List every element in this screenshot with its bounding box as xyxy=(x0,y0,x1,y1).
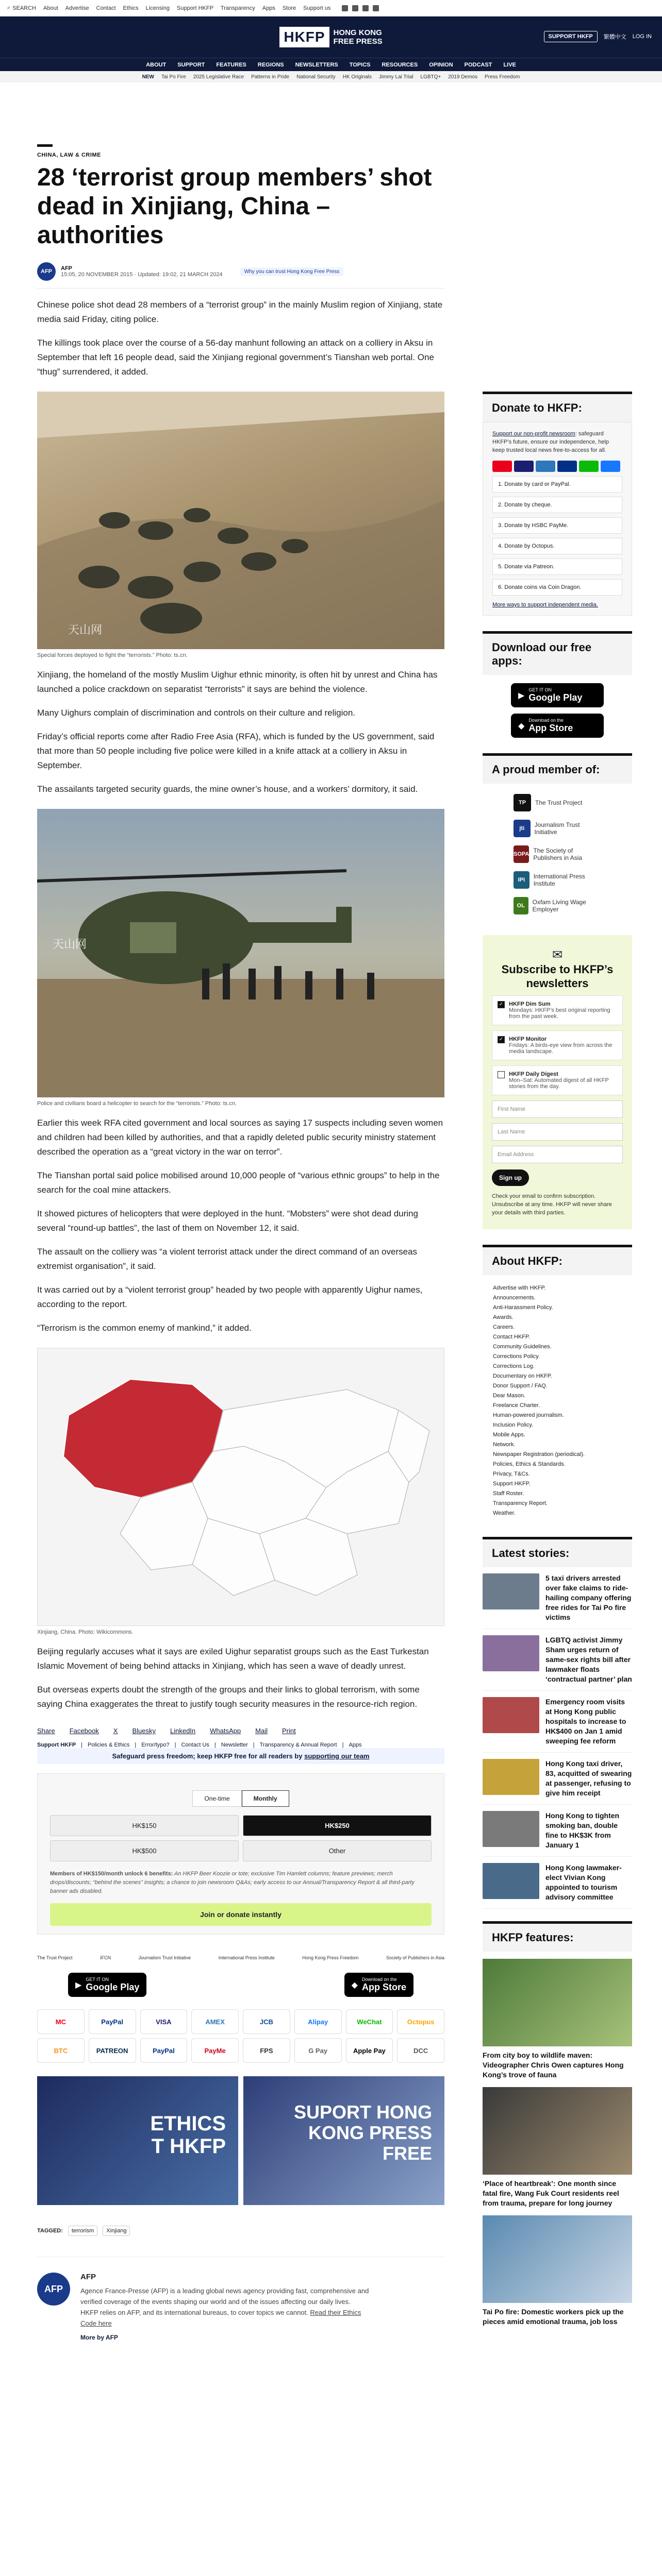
paragraph: But overseas experts doubt the strength of the groups and their links to global terrorism, with some saying China exaggerates the threat to justify tough security measures in the resource-rich region. xyxy=(37,1685,420,1709)
login-link[interactable]: LOG IN xyxy=(632,33,652,40)
story-item[interactable]: Hong Kong taxi driver, 83, acquitted of swearing at passenger, refusing to give him receipt xyxy=(483,1753,632,1805)
visa-icon xyxy=(514,461,534,472)
donate-blurb: Support our non-profit newsroom: safeguard HKFP’s future, ensure our independence, help keep trusted local news free-to-access for all. xyxy=(492,431,609,453)
story-thumbnail xyxy=(483,1697,539,1733)
footlink-policies[interactable]: Policies & Ethics xyxy=(88,1742,130,1748)
topbar-link-transparency[interactable]: Transparency xyxy=(220,5,255,11)
paragraph: The killings took place over the course of a 56-day manhunt following an attack on a colliery in Aksu in September that left 16 people dead, said the Xinjiang regional government’s Tianshan web portal. One “thug” surrendered, it added. xyxy=(37,338,434,377)
topbar-link-about[interactable]: About xyxy=(43,5,58,11)
footlink-transparency[interactable]: Transparency & Annual Report xyxy=(259,1742,337,1748)
author-box-name[interactable]: AFP xyxy=(80,2273,96,2281)
payment-logo: PayPal xyxy=(89,2009,136,2034)
about-heading: About HKFP: xyxy=(483,1245,632,1275)
payment-logo: JCB xyxy=(243,2009,290,2034)
partner-logo[interactable]: IFCN xyxy=(100,1955,111,1960)
trending-item[interactable]: Patterns in Pride xyxy=(251,74,290,80)
article-photo-helicopter xyxy=(37,809,444,1097)
paragraph: Many Uighurs complain of discrimination and controls on their culture and religion. xyxy=(37,708,356,718)
about-links xyxy=(483,1275,632,1527)
story-thumbnail xyxy=(483,1759,539,1795)
amount-option-selected[interactable]: HK$250 xyxy=(243,1815,432,1836)
tag[interactable]: Xinjiang xyxy=(103,2226,130,2236)
donate-heading: Donate to HKFP: xyxy=(483,392,632,422)
latest-heading: Latest stories: xyxy=(483,1537,632,1567)
nav-topics[interactable]: TOPICS xyxy=(349,61,371,68)
sidebar-payment-icons xyxy=(492,461,622,472)
payment-methods xyxy=(37,2009,444,2063)
facebook-icon[interactable] xyxy=(342,5,348,11)
topbar-link-advertise[interactable]: Advertise xyxy=(65,5,89,11)
payment-logo: Octopus xyxy=(397,2009,444,2034)
trending-item[interactable]: 2025 Legislative Race xyxy=(193,74,244,80)
paragraph: Beijing regularly accuses what it says are exiled Uighur separatist groups such as the East Turkestan Islamic Movement of being behind attacks in Xinjiang, which has seen a wave of deadly unrest. xyxy=(37,1647,429,1671)
svg-text:天山网: 天山网 xyxy=(53,938,87,951)
paragraph: Chinese police shot dead 28 members of a “terrorist group” in the mainly Muslim region of Xinjiang, state media said Friday, citing police. xyxy=(37,300,443,324)
story-thumbnail xyxy=(483,1811,539,1847)
member-benefits-note: Members of HK$150/month unlock 6 benefits: An HKFP Beer Koozie or tote; exclusive Tim Hamlett columns; feature previews; merch drops/discounts; “behind the scenes” insights; a chance to join newsroom Q&As; early access to our Annual/Transparency Report & all third-party banner ads disabled. xyxy=(50,1871,415,1894)
trending-item[interactable]: LGBTQ+ xyxy=(420,74,441,80)
member-heading: A proud member of: xyxy=(483,753,632,784)
app-store-badge[interactable]: ◆ Download on the App Store xyxy=(511,714,604,738)
xinjiang-map xyxy=(37,1348,444,1626)
newsletter-option[interactable]: ✓ HKFP Dim Sum Mondays: HKFP’s best original reporting from the past week. xyxy=(492,995,623,1025)
share-bar xyxy=(37,1727,444,1735)
donate-option[interactable]: 6. Donate coins via Coin Dragon. xyxy=(492,579,622,596)
about-link[interactable]: Dear Mason. xyxy=(493,1393,525,1399)
payment-logo: VISA xyxy=(140,2009,188,2034)
story-item[interactable]: LGBTQ activist Jimmy Sham urges return of same-sex rights bill after lawmaker floats ‘contractual partner’ plan xyxy=(483,1629,632,1691)
header-actions xyxy=(544,31,652,42)
paypal-icon xyxy=(557,461,577,472)
paragraph: Xinjiang, the homeland of the mostly Muslim Uighur ethnic minority, is often hit by unrest and China has launched a police crackdown on separatist “terrorists” it says are behind the violence. xyxy=(37,670,438,694)
topbar-link-support[interactable]: Support HKFP xyxy=(177,5,213,11)
story-item[interactable]: 5 taxi drivers arrested over fake claims to ride-hailing company offering free rides for Tai Po fire victims xyxy=(483,1567,632,1629)
logo-wordmark: HONG KONG FREE PRESS xyxy=(333,28,383,46)
tab-monthly[interactable]: Monthly xyxy=(242,1790,289,1807)
amount-option[interactable]: Other xyxy=(243,1840,432,1861)
trending-item[interactable]: 2019 Demos xyxy=(448,74,477,80)
about-link[interactable]: Support HKFP. xyxy=(493,1481,531,1487)
about-link[interactable]: Inclusion Policy. xyxy=(493,1422,534,1428)
payment-logo: PATREON xyxy=(89,2038,136,2063)
trending-item[interactable]: HK Originals xyxy=(342,74,372,80)
story-thumbnail xyxy=(483,1863,539,1899)
last-name-field[interactable]: Last Name xyxy=(492,1123,623,1141)
partner-logos xyxy=(37,1955,444,1960)
author-avatar[interactable]: AFP xyxy=(37,262,56,281)
apps-heading: Download our free apps: xyxy=(483,631,632,675)
checkbox[interactable] xyxy=(498,1071,505,1078)
about-link[interactable]: Staff Roster. xyxy=(493,1490,524,1497)
feature-image xyxy=(483,2087,632,2175)
footlink-newsletter[interactable]: Newsletter xyxy=(221,1742,248,1748)
nav-opinion[interactable]: OPINION xyxy=(429,61,453,68)
search-icon: ⌕ xyxy=(7,5,11,11)
member-logo[interactable]: SOPA The Society of Publishers in Asia xyxy=(514,845,601,863)
first-name-field[interactable]: First Name xyxy=(492,1100,623,1118)
search-link[interactable]: ⌕ SEARCH xyxy=(7,5,37,11)
about-link[interactable]: Human-powered journalism. xyxy=(493,1412,564,1418)
share-whatsapp[interactable]: WhatsApp xyxy=(210,1727,241,1735)
story-item[interactable]: Hong Kong to tighten smoking ban, double fine to HK$3K from January 1 xyxy=(483,1805,632,1857)
paragraph: Earlier this week RFA cited government and local sources as saying 17 suspects including seven women and children had been killed by authorities, and that a rapidly deleted public security ministry statement described the operation as a “great victory in the war on terror”. xyxy=(37,1118,443,1157)
payment-logo: FPS xyxy=(243,2038,290,2063)
donate-banner: Safeguard press freedom; keep HKFP free for all readers by supporting our team xyxy=(37,1748,444,1764)
paragraph: The Tianshan portal said police mobilised around 10,000 people of “various ethnic groups” to help in the search for the coal mine attackers. xyxy=(37,1171,440,1195)
story-thumbnail xyxy=(483,1635,539,1671)
payment-logo: PayPal xyxy=(140,2038,188,2063)
member-logo[interactable]: OL Oxfam Living Wage Employer xyxy=(514,897,601,914)
share-facebook[interactable]: Facebook xyxy=(69,1727,99,1735)
more-ways-link[interactable]: More ways to support independent media. xyxy=(492,602,598,608)
about-link[interactable]: Transparency Report. xyxy=(493,1500,548,1506)
donate-option[interactable]: 3. Donate by HSBC PayMe. xyxy=(492,517,622,534)
trust-link[interactable]: Why you can trust Hong Kong Free Press xyxy=(240,267,344,276)
payment-logo: Alipay xyxy=(294,2009,342,2034)
app-store-badge[interactable]: ◆ Download on the App Store xyxy=(344,1973,413,1997)
topbar-link-store[interactable]: Store xyxy=(282,5,296,11)
topbar-link-contact[interactable]: Contact xyxy=(96,5,116,11)
about-link[interactable]: Contact HKFP. xyxy=(493,1334,530,1340)
nav-features[interactable]: FEATURES xyxy=(216,61,246,68)
about-link[interactable]: Announcements. xyxy=(493,1295,536,1301)
about-link[interactable]: Community Guidelines. xyxy=(493,1344,552,1350)
author-bio: Agence France-Presse (AFP) is a leading global news agency providing fast, comprehensive and verified coverage of the events shaping our world and of the issues affecting our daily lives. HKFP relies on AFP, and its international bureaus, to cover topics we cannot. Read their Ethics Code here xyxy=(80,2287,369,2327)
member-logo[interactable]: IPI International Press Institute xyxy=(514,871,601,889)
newsletter-heading: Subscribe to HKFP’s newsletters xyxy=(501,963,614,990)
paragraph: “Terrorism is the common enemy of mankind,” it added. xyxy=(37,1323,252,1333)
email-field[interactable]: Email Address xyxy=(492,1146,623,1163)
photo-illustration xyxy=(37,392,444,649)
site-logo[interactable] xyxy=(279,27,382,47)
paragraph: The assailants targeted security guards, the mine owner’s house, and a workers’ dormitory, it said. xyxy=(37,784,418,794)
checkbox-checked[interactable]: ✓ xyxy=(498,1036,505,1043)
mastercard-icon xyxy=(492,461,512,472)
about-link[interactable]: Weather. xyxy=(493,1510,516,1516)
about-link[interactable]: Freelance Charter. xyxy=(493,1402,540,1409)
promo-banners xyxy=(37,2076,444,2205)
share-mail[interactable]: Mail xyxy=(255,1727,268,1735)
play-icon: ▶ xyxy=(518,691,525,700)
trending-item[interactable]: National Security xyxy=(296,74,336,80)
payment-logo: PayMe xyxy=(191,2038,239,2063)
topbar-link-ethics[interactable]: Ethics xyxy=(123,5,139,11)
payment-logo: AMEX xyxy=(191,2009,239,2034)
support-team-link[interactable]: supporting our team xyxy=(304,1752,370,1760)
member-logo[interactable]: TP The Trust Project xyxy=(514,794,601,811)
feature-item[interactable]: Tai Po fire: Domestic workers pick up the pieces amid emotional trauma, job loss xyxy=(483,2215,632,2327)
donate-widget xyxy=(37,1773,444,1935)
about-link[interactable]: Awards. xyxy=(493,1314,514,1320)
about-link[interactable]: Mobile Apps. xyxy=(493,1432,525,1438)
features-heading: HKFP features: xyxy=(483,1921,632,1952)
share-linkedin[interactable]: LinkedIn xyxy=(170,1727,196,1735)
sidebar-app-badges xyxy=(483,675,632,746)
donate-card xyxy=(483,422,632,616)
nav-regions[interactable]: REGIONS xyxy=(257,61,284,68)
nav-newsletters[interactable]: NEWSLETTERS xyxy=(295,61,338,68)
trending-new-label: NEW xyxy=(142,74,154,80)
partner-logo[interactable]: International Press Institute xyxy=(218,1955,275,1960)
author-name[interactable]: AFP xyxy=(61,265,72,272)
mail-icon: ✉ xyxy=(552,948,563,962)
google-play-badge[interactable]: ▶ GET IT ON Google Play xyxy=(68,1973,146,1997)
donate-option[interactable]: 5. Donate via Patreon. xyxy=(492,558,622,575)
support-hkfp-button[interactable]: SUPPORT HKFP xyxy=(544,31,598,42)
nav-podcast[interactable]: PODCAST xyxy=(464,61,492,68)
youtube-icon[interactable] xyxy=(373,5,379,11)
apple-icon: ◆ xyxy=(518,721,525,731)
trending-item[interactable]: Jimmy Lai Trial xyxy=(378,74,413,80)
play-icon: ▶ xyxy=(75,1980,82,1990)
feature-image xyxy=(483,2215,632,2303)
about-link[interactable]: Corrections Policy. xyxy=(493,1353,540,1360)
byline xyxy=(37,262,444,281)
about-link[interactable]: Careers. xyxy=(493,1324,515,1330)
newsletter-note: Check your email to confirm subscription. Unsubscribe at any time. HKFP will never share your details with third parties. xyxy=(492,1193,612,1216)
article-footer-links: Support HKFP | Policies & Ethics | Error/typo? | Contact Us | Newsletter | Transparency & Annual Report | Apps xyxy=(37,1742,362,1748)
wechat-icon xyxy=(579,461,599,472)
about-link[interactable]: Network. xyxy=(493,1442,516,1448)
story-item[interactable]: Emergency room visits at Hong Kong public hospitals to increase to HK$400 on Jan 1 amid sweeping fee reform xyxy=(483,1691,632,1753)
story-thumbnail xyxy=(483,1573,539,1609)
topbar-link-support-us[interactable]: Support us xyxy=(303,5,331,11)
partner-logo[interactable]: Hong Kong Press Freedom xyxy=(302,1955,359,1960)
about-link[interactable]: Policies, Ethics & Standards. xyxy=(493,1461,566,1467)
nav-about[interactable]: ABOUT xyxy=(146,61,167,68)
title-rule xyxy=(37,144,53,147)
payment-logo: Apple Pay xyxy=(346,2038,393,2063)
instagram-icon[interactable] xyxy=(362,5,369,11)
share-label[interactable]: Share xyxy=(37,1727,55,1735)
social-icons xyxy=(342,5,379,11)
signup-button[interactable]: Sign up xyxy=(492,1170,529,1186)
article-main xyxy=(37,144,444,2341)
amount-option[interactable]: HK$500 xyxy=(50,1840,239,1861)
logo-mark: HKFP xyxy=(279,27,329,47)
amount-option[interactable]: HK$150 xyxy=(50,1815,239,1836)
member-logos xyxy=(483,784,632,920)
app-badges xyxy=(37,1973,444,1997)
photo-illustration xyxy=(37,809,444,1097)
share-x[interactable]: X xyxy=(113,1727,118,1735)
photo-caption: Special forces deployed to fight the “terrorists.” Photo: ts.cn. xyxy=(37,652,188,658)
site-header xyxy=(0,16,662,58)
partner-logo[interactable]: Journalism Trust Initiative xyxy=(138,1955,191,1960)
footlink-error[interactable]: Error/typo? xyxy=(141,1742,170,1748)
top-utility-bar xyxy=(0,0,662,16)
tag[interactable]: terrorism xyxy=(68,2226,97,2236)
map-caption: Xinjiang, China. Photo: Wikicommons. xyxy=(37,1629,134,1635)
article-category[interactable]: CHINA, LAW & CRIME xyxy=(37,152,101,158)
payment-logo: G Pay xyxy=(294,2038,342,2063)
about-link[interactable]: Donor Support / FAQ. xyxy=(493,1383,548,1389)
tags-row xyxy=(37,2226,444,2236)
about-link[interactable]: Anti-Harassment Policy. xyxy=(493,1304,553,1311)
article-photo-special-forces xyxy=(37,392,444,649)
paragraph: It showed pictures of helicopters that were deployed in the hunt. “Mobsters” were shot dead during several “round-up battles”, the last of them on November 12, it said. xyxy=(37,1209,418,1233)
newsletter-option[interactable]: ✓ HKFP Monitor Fridays: A birds-eye view from across the media landscape. xyxy=(492,1030,623,1060)
author-box xyxy=(37,2257,444,2341)
author-box-avatar[interactable]: AFP xyxy=(37,2273,70,2306)
trending-bar xyxy=(0,71,662,82)
feature-item[interactable]: From city boy to wildlife maven: Videographer Chris Owen captures Hong Kong’s trove of fauna xyxy=(483,1959,632,2080)
tags-label: TAGGED: xyxy=(37,2228,63,2234)
footlink-apps[interactable]: Apps xyxy=(349,1742,362,1748)
ethics-code-link[interactable]: Read their Ethics Code here xyxy=(80,2309,361,2327)
support-promo[interactable]: SUPORT HONG KONG PRESS FREE xyxy=(243,2076,444,2205)
donate-options xyxy=(492,476,622,596)
footlink-support[interactable]: Support HKFP xyxy=(37,1742,76,1748)
feature-image xyxy=(483,1959,632,2046)
google-play-badge[interactable]: ▶ GET IT ON Google Play xyxy=(511,683,604,707)
tab-one-time[interactable]: One-time xyxy=(192,1790,241,1807)
more-by-author-link[interactable]: More by AFP xyxy=(80,2334,118,2341)
paragraph: It was carried out by a “violent terrorist group” headed by two people with apparently Uighur names, according to the report. xyxy=(37,1285,423,1309)
donate-option[interactable]: 1. Donate by card or PayPal. xyxy=(492,476,622,493)
about-link[interactable]: Newspaper Registration (periodical). xyxy=(493,1451,585,1458)
nav-live[interactable]: LIVE xyxy=(503,61,516,68)
photo-caption: Police and civilians board a helicopter to search for the “terrorists.” Photo: ts.cn. xyxy=(37,1100,237,1107)
about-link[interactable]: Corrections Log. xyxy=(493,1363,535,1369)
nonprofit-link[interactable]: Support our non-profit newsroom xyxy=(492,431,575,437)
about-link[interactable]: Privacy, T&Cs. xyxy=(493,1471,530,1477)
divider xyxy=(37,288,444,289)
article-dates: 15:05, 20 NOVEMBER 2015 · Updated: 19:02, 21 MARCH 2024 xyxy=(61,272,223,278)
sidebar xyxy=(483,392,632,2327)
svg-text:天山网: 天山网 xyxy=(68,624,103,637)
about-link[interactable]: Advertise with HKFP. xyxy=(493,1285,546,1291)
topbar-link-licensing[interactable]: Licensing xyxy=(145,5,170,11)
language-switch[interactable]: 繁體中文 xyxy=(603,34,626,40)
partner-logo[interactable]: Society of Publishers in Asia xyxy=(386,1955,444,1960)
paragraph: Friday’s official reports come after Radio Free Asia (RFA), which is funded by the US government, said that more than 50 people including five police were killed in a knife attack at a colliery in Aksu in September. xyxy=(37,732,435,770)
china-map-illustration xyxy=(38,1348,444,1625)
amount-options xyxy=(50,1815,432,1861)
latest-stories xyxy=(483,1567,632,1909)
feature-item[interactable]: ‘Place of heartbreak’: One month since fatal fire, Wang Fuk Court residents reel from trauma, prepare for long journey xyxy=(483,2087,632,2208)
frequency-toggle xyxy=(50,1790,432,1807)
amex-icon xyxy=(536,461,555,472)
paragraph: The assault on the colliery was “a violent terrorist attack under the direct command of an overseas extremist organisation”, it said. xyxy=(37,1247,418,1271)
trending-item[interactable]: Tai Po Fire xyxy=(161,74,186,80)
topbar-link-apps[interactable]: Apps xyxy=(262,5,275,11)
join-donate-button[interactable]: Join or donate instantly xyxy=(50,1903,432,1926)
payment-logo: DCC xyxy=(397,2038,444,2063)
alipay-icon xyxy=(601,461,620,472)
x-icon[interactable] xyxy=(352,5,358,11)
trending-item[interactable]: Press Freedom xyxy=(485,74,520,80)
share-bluesky[interactable]: Bluesky xyxy=(132,1727,156,1735)
donate-option[interactable]: 4. Donate by Octopus. xyxy=(492,538,622,554)
newsletter-option[interactable]: HKFP Daily Digest Mon–Sat: Automated digest of all HKFP stories from the day. xyxy=(492,1065,623,1095)
main-nav xyxy=(0,58,662,71)
payment-logo: MC xyxy=(37,2009,85,2034)
ethics-promo[interactable]: ETHICS T HKFP xyxy=(37,2076,238,2205)
share-print[interactable]: Print xyxy=(282,1727,296,1735)
footlink-contact[interactable]: Contact Us xyxy=(181,1742,209,1748)
apple-icon: ◆ xyxy=(351,1980,358,1990)
partner-logo[interactable]: The Trust Project xyxy=(37,1955,73,1960)
article-title: 28 ‘terrorist group members’ shot dead in Xinjiang, China – authorities xyxy=(37,164,432,249)
story-item[interactable]: Hong Kong lawmaker-elect Vivian Kong appointed to tourism advisory committee xyxy=(483,1857,632,1909)
checkbox-checked[interactable]: ✓ xyxy=(498,1001,505,1008)
nav-support[interactable]: SUPPORT xyxy=(177,61,205,68)
nav-resources[interactable]: RESOURCES xyxy=(382,61,418,68)
member-logo[interactable]: jti Journalism Trust Initiative xyxy=(514,820,601,837)
donate-option[interactable]: 2. Donate by cheque. xyxy=(492,497,622,513)
about-link[interactable]: Documentary on HKFP. xyxy=(493,1373,552,1379)
payment-logo: BTC xyxy=(37,2038,85,2063)
payment-logo: WeChat xyxy=(346,2009,393,2034)
newsletter-signup xyxy=(483,935,632,1229)
